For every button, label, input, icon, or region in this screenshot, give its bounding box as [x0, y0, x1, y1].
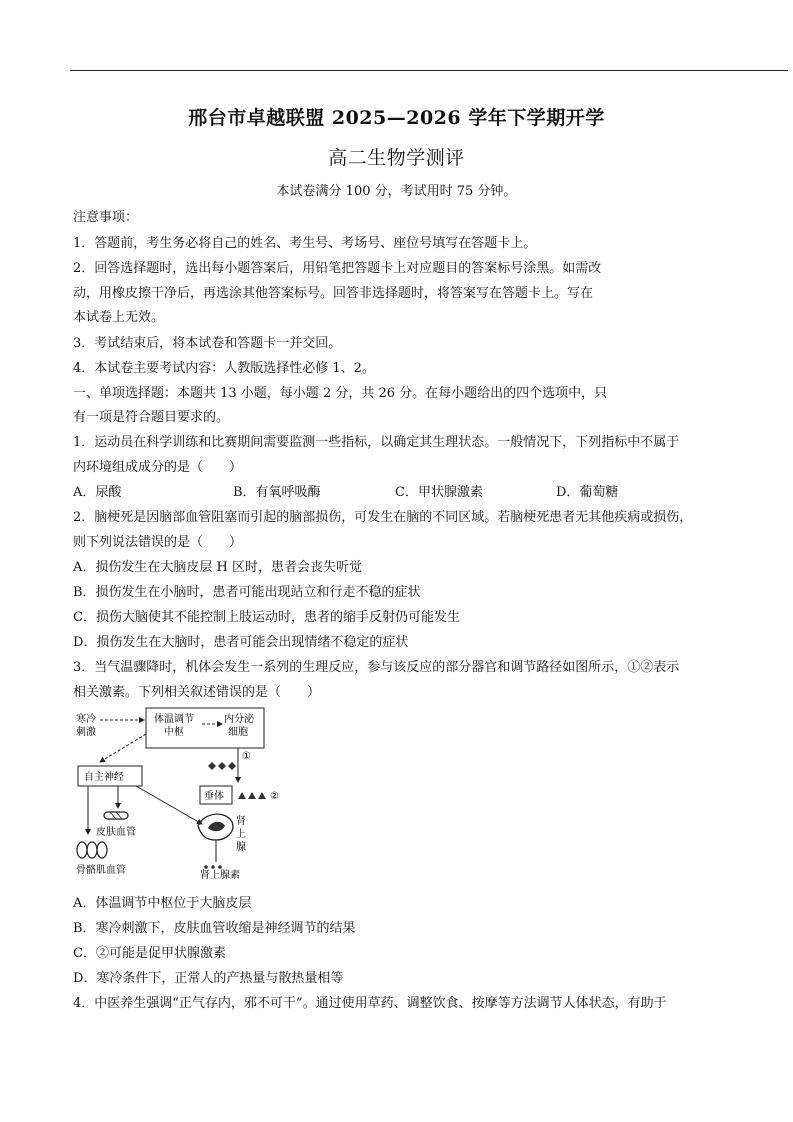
skin-vessel-icon [104, 812, 128, 819]
note-2-line3: 本试卷上无效。 [73, 310, 165, 325]
q1-stem-line1: 1．运动员在科学训练和比赛期间需要监测一些指标，以确定其生理状态。一般情况下，下列指标中不属于 [73, 435, 680, 450]
q3-stem-line1: 3．当气温骤降时，机体会发生一系列的生理反应，参与该反应的部分器官和调节路径如图所示，①②表示 [73, 660, 680, 675]
muscle-vessel-label: 骨骼肌血管 [76, 865, 126, 876]
cold-stimulus-label-2: 刺激 [76, 727, 96, 738]
q1-option-c: C．甲状腺激素 [395, 485, 483, 500]
hormone-2-icon [238, 792, 266, 799]
arrow-autonomic-to-adrenal [136, 786, 202, 824]
section1-line1: 一、单项选择题：本题共 13 小题，每小题 2 分，共 26 分。在每小题给出的四个选项中，只 [73, 386, 608, 401]
q1-stem-line2: 内环境组成成分的是（ ） [73, 460, 243, 475]
endocrine-label-2: 细胞 [228, 727, 248, 738]
center-label-1: 体温调节 [154, 714, 194, 725]
endocrine-label-1: 内分泌 [224, 714, 254, 725]
hormone-1-icon [208, 762, 236, 770]
muscle-vessel-icon [77, 842, 87, 858]
autonomic-label: 自主神经 [84, 772, 124, 783]
q2-option-c: C．损伤大脑使其不能控制上肢运动时，患者的缩手反射仍可能发生 [73, 610, 460, 625]
skin-vessel-label: 皮肤血管 [96, 827, 136, 838]
q1-option-d: D．葡萄糖 [556, 485, 619, 500]
notes-heading: 注意事项： [73, 210, 139, 225]
note-4: 4．本试卷主要考试内容：人教版选择性必修 1、2。 [73, 361, 375, 376]
cold-stimulus-label-1: 寒冷 [76, 714, 96, 725]
q2-option-a: A．损伤发生在大脑皮层 H 区时，患者会丧失听觉 [73, 560, 362, 575]
exam-subtitle: 本试卷满分 100 分，考试用时 75 分钟。 [276, 184, 517, 199]
exam-title-line1: 邢台市卓越联盟 2025—2026 学年下学期开学 [188, 107, 605, 129]
adrenal-label-1: 肾 [236, 816, 246, 827]
section1-line2: 有一项是符合题目要求的。 [73, 410, 230, 425]
adrenal-label-3: 腺 [236, 842, 246, 853]
arrow-center-to-autonomic [100, 734, 146, 762]
note-1: 1．答题前，考生务必将自己的姓名、考生号、考场号、座位号填写在答题卡上。 [73, 236, 537, 251]
q3-option-d: D．寒冷条件下，正常人的产热量与散热量相等 [73, 971, 344, 986]
thermoregulation-diagram [70, 704, 310, 880]
q2-stem-line2: 则下列说法错误的是（ ） [73, 535, 243, 550]
q3-stem-line2: 相关激素。下列相关叙述错误的是（ ） [73, 685, 321, 700]
q2-option-b: B．损伤发生在小脑时，患者可能出现站立和行走不稳的症状 [73, 585, 421, 600]
top-rule [70, 70, 788, 71]
note-2-line2: 动，用橡皮擦干净后，再选涂其他答案标号。回答非选择题时，将答案写在答题卡上。写在 [73, 286, 594, 301]
pituitary-label: 垂体 [204, 791, 224, 802]
hormone-mark-1: ① [242, 751, 251, 762]
exam-title-line2: 高二生物学测评 [328, 147, 465, 169]
q3-option-b: B．寒冷刺激下，皮肤血管收缩是神经调节的结果 [73, 921, 356, 936]
hormone-mark-2: ② [270, 791, 279, 802]
note-3: 3．考试结束后，将本试卷和答题卡一并交回。 [73, 336, 342, 351]
q4-stem-line1: 4．中医养生强调“正气存内，邪不可干”。通过使用草药、调整饮食、按摩等方法调节人体状态，有助于 [73, 996, 667, 1011]
q1-option-a: A．尿酸 [73, 485, 122, 500]
q2-stem-line1: 2．脑梗死是因脑部血管阻塞而引起的脑部损伤，可发生在脑的不同区域。若脑梗死患者无其他疾病或损伤， [73, 510, 693, 525]
note-2-line1: 2．回答选择题时，选出每小题答案后，用铅笔把答题卡上对应题目的答案标号涂黑。如需改 [73, 261, 602, 276]
center-label-2: 中枢 [164, 727, 184, 738]
adrenaline-label: 肾上腺素 [200, 870, 240, 880]
q3-option-a: A．体温调节中枢位于大脑皮层 [73, 896, 252, 911]
adrenal-label-2: 上 [236, 829, 246, 840]
q3-option-c: C．②可能是促甲状腺激素 [73, 946, 226, 961]
q2-option-d: D．损伤发生在大脑时，患者可能会出现情绪不稳定的症状 [73, 635, 409, 650]
q1-option-b: B．有氧呼吸酶 [233, 485, 321, 500]
